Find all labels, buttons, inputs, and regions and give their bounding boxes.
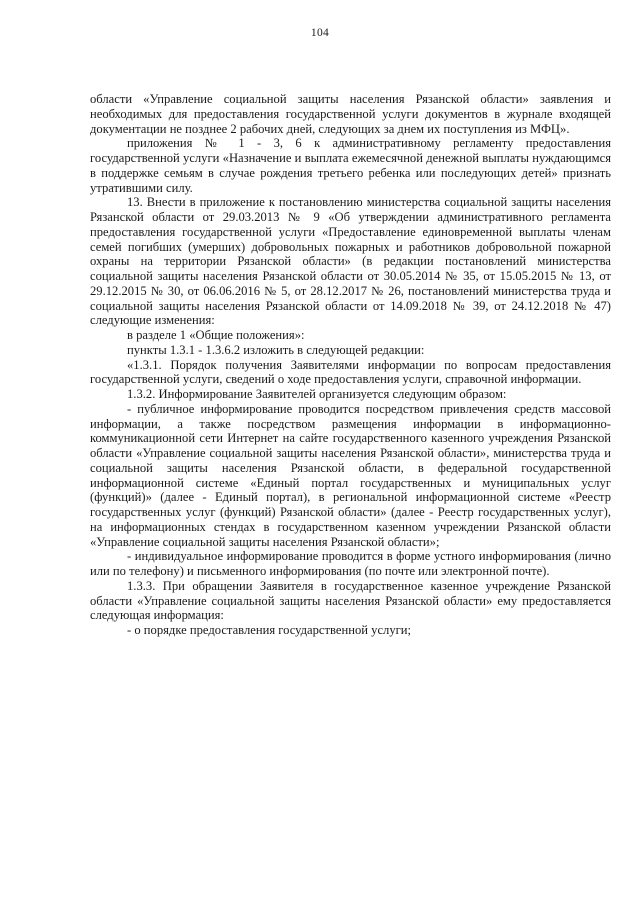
paragraph: области «Управление социальной защиты населения Рязанской области» заявления и необходимых для предоставления государственной услуги документов в журнале входящей документации не позднее 2 рабочих дней, следующих за днем их поступления из МФЦ».: [90, 92, 611, 136]
paragraph: «1.3.1. Порядок получения Заявителями информации по вопросам предоставления государственной услуги, сведений о ходе предоставления услуги, справочной информации.: [90, 357, 611, 387]
paragraph: - о порядке предоставления государственной услуги;: [127, 623, 412, 637]
paragraph: 13. Внести в приложение к постановлению министерства социальной защиты населения Рязанской области от 29.03.2013 № 9 «Об утверждении административного регламента предоставления государственной услуги «Предоставление единовременной выплаты членам семей погибших (умерших) добровольных пожарных и работников добровольной пожарной охраны на территории Рязанской области» (в редакции постановлений министерства социальной защиты населения Рязанской области от 30.05.2014 № 35, от 15.05.2015 № 13, от 29.12.2015 № 30, от 06.06.2016 № 5, от 28.12.2017 № 26, постановлений министерства труда и социальной защиты населения Рязанской области от 14.09.2018 № 39, от 24.12.2018 № 47) следующие изменения:: [90, 195, 611, 328]
paragraph: - публичное информирование проводится посредством привлечения средств массовой информации, а также посредством размещения информации в информационно-коммуникационной сети Интернет на сайте государственного казенного учреждения Рязанской области «Управление социальной защиты населения Рязанской области», министерства труда и социальной защиты населения Рязанской области, в федеральной государственной информационной системе «Единый портал государственных и муниципальных услуг (функций)» (далее - Единый портал), в региональной информационной системе «Реестр государственных услуг (функций) Рязанской области» (далее - Реестр государственных услуг), на информационных стендах в государственном казенном учреждении Рязанской области «Управление социальной защиты населения Рязанской области»;: [90, 401, 611, 549]
paragraph: в разделе 1 «Общие положения»:: [127, 328, 305, 342]
paragraph: приложения № 1 - 3, 6 к административному регламенту предоставления государственной услуги «Назначение и выплата ежемесячной денежной выплаты нуждающимся в поддержке семьям в случае рождения третьего ребенка или последующих детей» признать утратившими силу.: [90, 136, 611, 195]
page-number: 104: [310, 27, 330, 39]
paragraph: 1.3.2. Информирование Заявителей организуется следующим образом:: [127, 387, 507, 401]
paragraph: пункты 1.3.1 - 1.3.6.2 изложить в следующей редакции:: [127, 342, 425, 357]
paragraph: 1.3.3. При обращении Заявителя в государственное казенное учреждение Рязанской области «Управление социальной защиты населения Рязанской области» ему предоставляется следующая информация:: [90, 578, 611, 623]
paragraph: - индивидуальное информирование проводится в форме устного информирования (лично или по телефону) и письменного информирования (по почте или электронной почте).: [90, 549, 611, 578]
document-body: [90, 92, 611, 638]
